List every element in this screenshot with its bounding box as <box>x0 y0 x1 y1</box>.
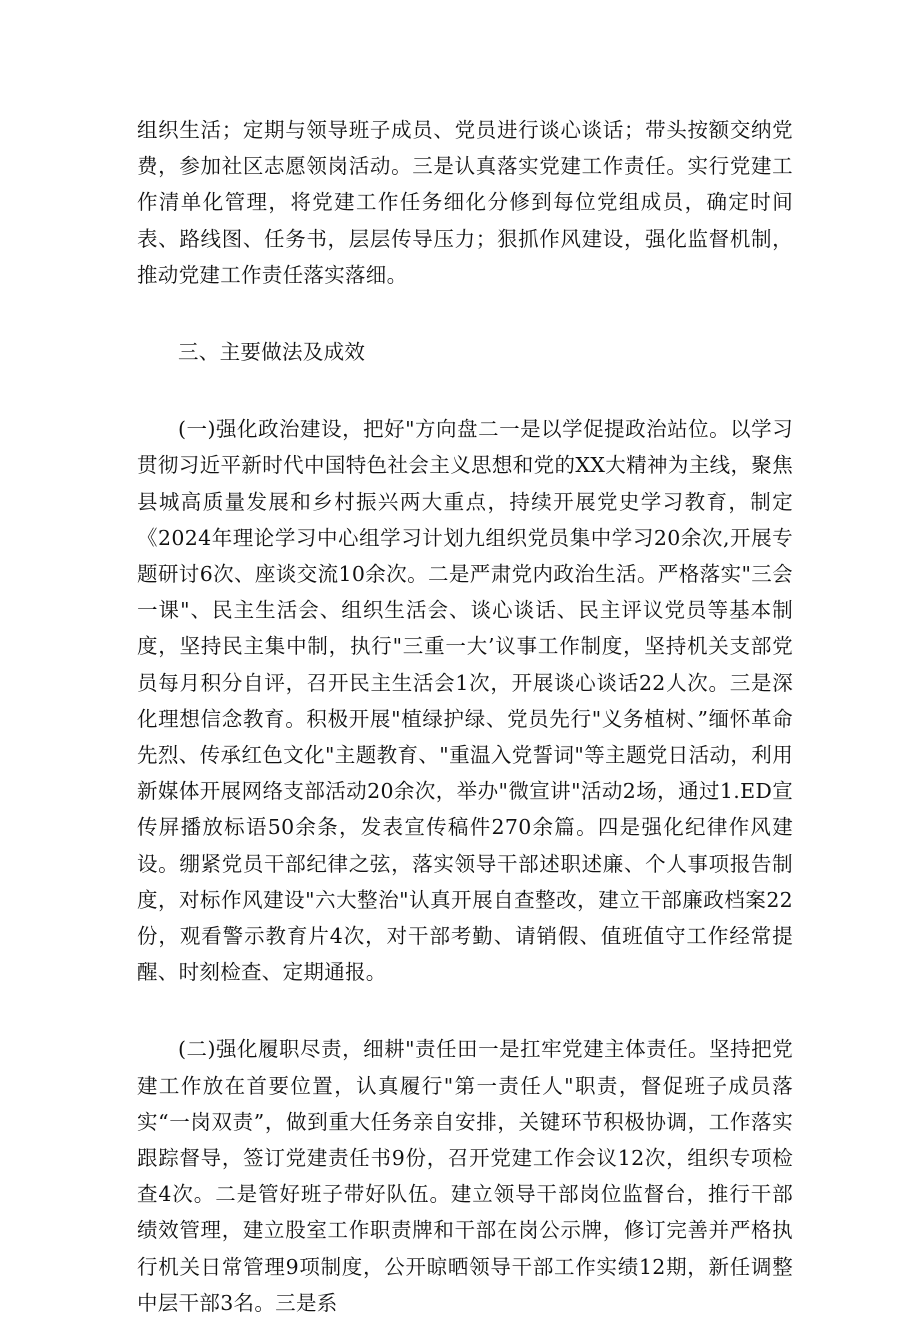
paragraph-gap <box>137 990 793 1031</box>
paragraph-duty-performance: (二)强化履职尽责，细耕"责任田一是扛牢党建主体责任。坚持把党建工作放在首要位置，认真履行"第一责任人"职责，督促班子成员落实“一岗双责”，做到重大任务亲自安排，关键环节积极协调，工作落实跟踪督导，签订党建责任书9份，召开党建工作会议12次，组织专项检查4次。二是管好班子带好队伍。建立领导干部岗位监督台，推行干部绩效管理，建立股室工作职责牌和干部在岗公示牌，修订完善并严格执行机关日常管理9项制度，公开晾晒领导干部工作实绩12期，新任调整中层干部3名。三是系 <box>137 1037 793 1315</box>
document-body <box>137 112 793 1321</box>
section-heading: 三、主要做法及成效 <box>178 340 366 365</box>
paragraph-gap <box>137 293 793 334</box>
paragraph-continuation: 组织生活；定期与领导班子成员、党员进行谈心谈话；带头按额交纳党费，参加社区志愿领岗活动。三是认真落实党建工作责任。实行党建工作清单化管理，将党建工作任务细化分修到每位党组成员，确定时间表、路线图、任务书，层层传导压力；狠抓作风建设，强化监督机制，推动党建工作责任落实落细。 <box>137 118 793 287</box>
paragraph-gap <box>137 370 793 411</box>
paragraph-political-building: (一)强化政治建设，把好"方向盘二一是以学促提政治站位。以学习贯彻习近平新时代中国特色社会主义思想和党的XX大精神为主线，聚焦县城高质量发展和乡村振兴两大重点，持续开展党史学习教育，制定《2024年理论学习中心组学习计划九组织党员集中学习20余次,开展专题研讨6次、座谈交流10余次。二是严肃党内政治生活。严格落实"三会一课"、民主生活会、组织生活会、谈心谈话、民主评议党员等基本制度，坚持民主集中制，执行"三重一大’议事工作制度，坚持机关支部党员每月积分自评，召开民主生活会1次，开展谈心谈话22人次。三是深化理想信念教育。积极开展"植绿护绿、党员先行"义务植树、”缅怀革命先烈、传承红色文化"主题教育、"重温入党誓词"等主题党日活动，利用新媒体开展网络支部活动20余次，举办"微宣讲"活动2场，通过1.ED宣传屏播放标语50余条，发表宣传稿件270余篇。四是强化纪律作风建设。绷紧党员干部纪律之弦，落实领导干部述职述廉、个人事项报告制度，对标作风建设"六大整治"认真开展自查整改，建立干部廉政档案22份，观看警示教育片4次，对干部考勤、请销假、值班值守工作经常提醒、时刻检查、定期通报。 <box>137 417 793 985</box>
